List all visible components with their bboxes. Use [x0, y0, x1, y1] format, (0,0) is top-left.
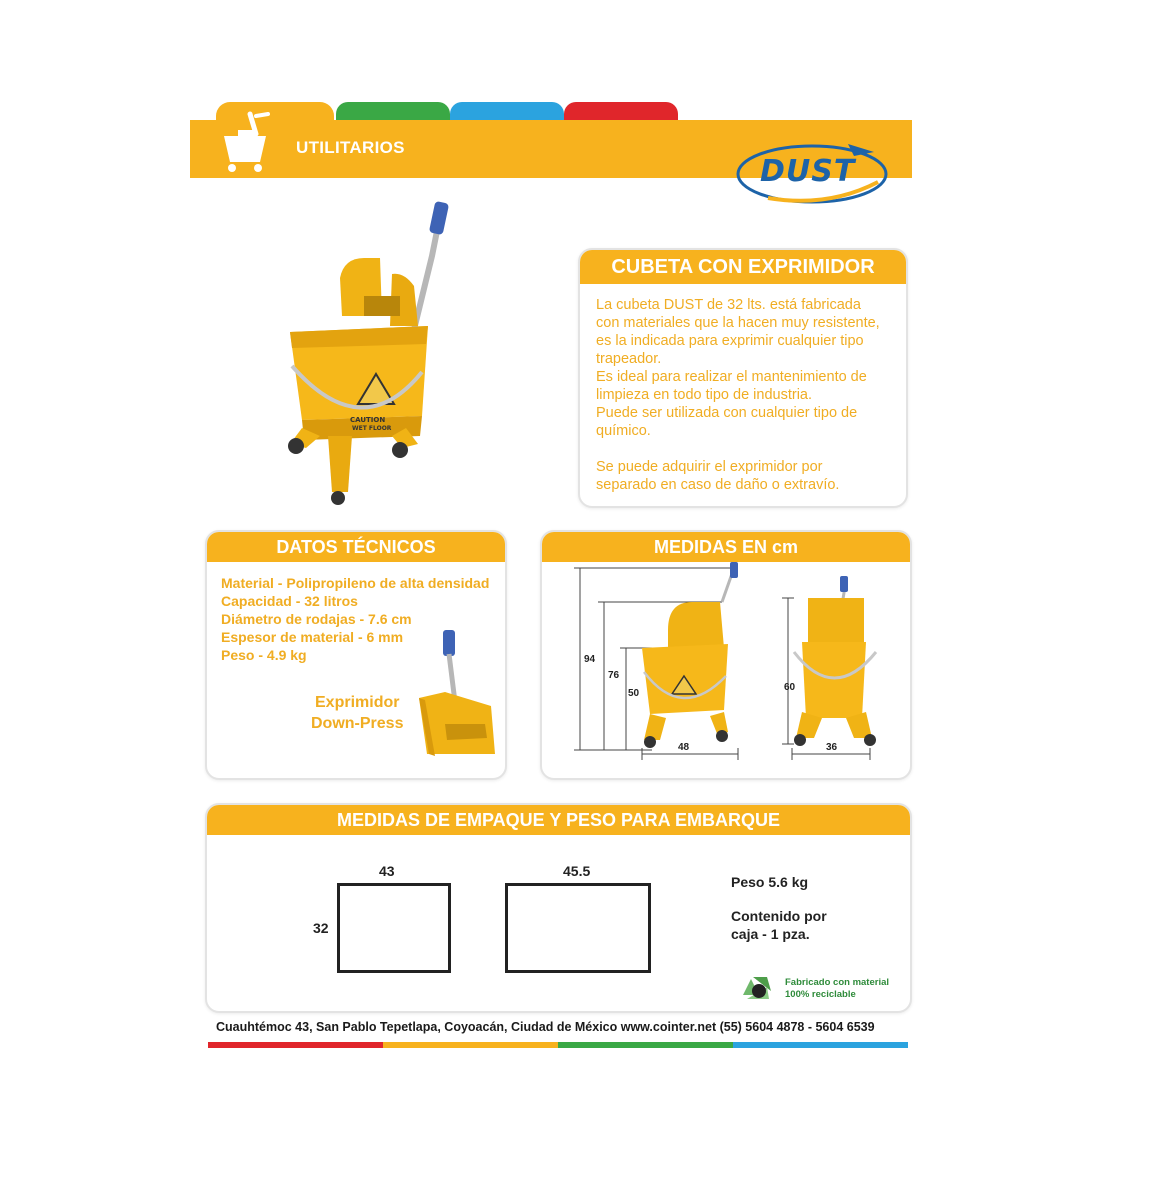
- brand-logo-text: DUST: [760, 154, 856, 189]
- dim-height-wringer: 76: [608, 670, 620, 681]
- wringer-caption: [311, 692, 403, 734]
- footer-bar-red: [208, 1042, 383, 1048]
- recycle-icon: [737, 969, 777, 1005]
- spec-item: Espesor de material - 6 mm: [221, 629, 404, 645]
- spec-item: Capacidad - 32 litros: [221, 593, 358, 609]
- spec-item: Peso - 4.9 kg: [221, 647, 307, 663]
- footer-color-bar: [208, 1042, 908, 1048]
- wet-floor-label: WET FLOOR: [352, 425, 392, 432]
- wringer-caption-line: Down-Press: [311, 715, 404, 732]
- box1-height-label: 32: [313, 920, 329, 936]
- note-line: Se puede adquirir el exprimidor por: [596, 459, 823, 475]
- footer-bar-green: [558, 1042, 733, 1048]
- note-line: separado en caso de daño o extravío.: [596, 477, 840, 493]
- spec-item: Diámetro de rodajas - 7.6 cm: [221, 611, 412, 627]
- recycle-line: 100% reciclable: [785, 989, 856, 1000]
- recycle-text: [785, 977, 889, 1001]
- footer-address: Cuauhtémoc 43, San Pablo Tepetlapa, Coyoacán, Ciudad de México www.cointer.net (55) 5604 4878 - 5604 6539: [216, 1020, 875, 1034]
- dim-width-front: 48: [678, 742, 690, 753]
- box2-width-label: 45.5: [563, 863, 591, 879]
- package-box-side: [505, 883, 651, 973]
- datos-tecnicos-title: DATOS TÉCNICOS: [207, 532, 505, 562]
- spec-item: Material - Polipropileno de alta densidad: [221, 575, 490, 591]
- datos-tecnicos-panel: [205, 530, 507, 780]
- package-weight: Peso 5.6 kg: [731, 874, 809, 890]
- footer-bar-yellow: [383, 1042, 558, 1048]
- description-line: con materiales que la hacen muy resistente,: [596, 315, 880, 331]
- description-line: es la indicada para exprimir cualquier tipo: [596, 333, 864, 349]
- description-line: Es ideal para realizar el mantenimiento de: [596, 369, 867, 385]
- product-description: [596, 296, 898, 494]
- description-line: La cubeta DUST de 32 lts. está fabricada: [596, 297, 861, 313]
- package-box-front: [337, 883, 451, 973]
- footer-bar-blue: [733, 1042, 908, 1048]
- medidas-title: MEDIDAS EN cm: [542, 532, 910, 562]
- description-line: químico.: [596, 423, 651, 439]
- dimension-lines: [542, 532, 910, 778]
- description-line: limpieza en todo tipo de industria.: [596, 387, 813, 403]
- product-panel: [578, 248, 908, 508]
- product-title: CUBETA CON EXPRIMIDOR: [580, 250, 906, 284]
- dim-height-side: 60: [784, 682, 796, 693]
- wringer-image: [415, 628, 501, 764]
- dim-height-total: 94: [584, 654, 596, 665]
- bucket-front-drawing: [642, 562, 738, 748]
- description-line: Puede ser utilizada con cualquier tipo de: [596, 405, 858, 421]
- section-title: UTILITARIOS: [296, 138, 405, 157]
- mop-bucket-image: [272, 196, 472, 514]
- dim-height-bucket: 50: [628, 688, 640, 699]
- empaque-title: MEDIDAS DE EMPAQUE Y PESO PARA EMBARQUE: [207, 805, 910, 835]
- package-content-line: caja - 1 pza.: [731, 926, 810, 942]
- bucket-side-drawing: [794, 576, 876, 746]
- empaque-panel: [205, 803, 912, 1013]
- dim-width-side: 36: [826, 742, 838, 753]
- description-line: trapeador.: [596, 351, 662, 367]
- recycle-line: Fabricado con material: [785, 977, 890, 988]
- package-content-line: Contenido por: [731, 908, 827, 924]
- medidas-panel: [540, 530, 912, 780]
- caution-label: CAUTION: [350, 416, 386, 424]
- box1-width-label: 43: [379, 863, 395, 879]
- bucket-cart-icon: [220, 110, 274, 176]
- package-content: [731, 907, 827, 943]
- wringer-caption-line: Exprimidor: [315, 694, 400, 711]
